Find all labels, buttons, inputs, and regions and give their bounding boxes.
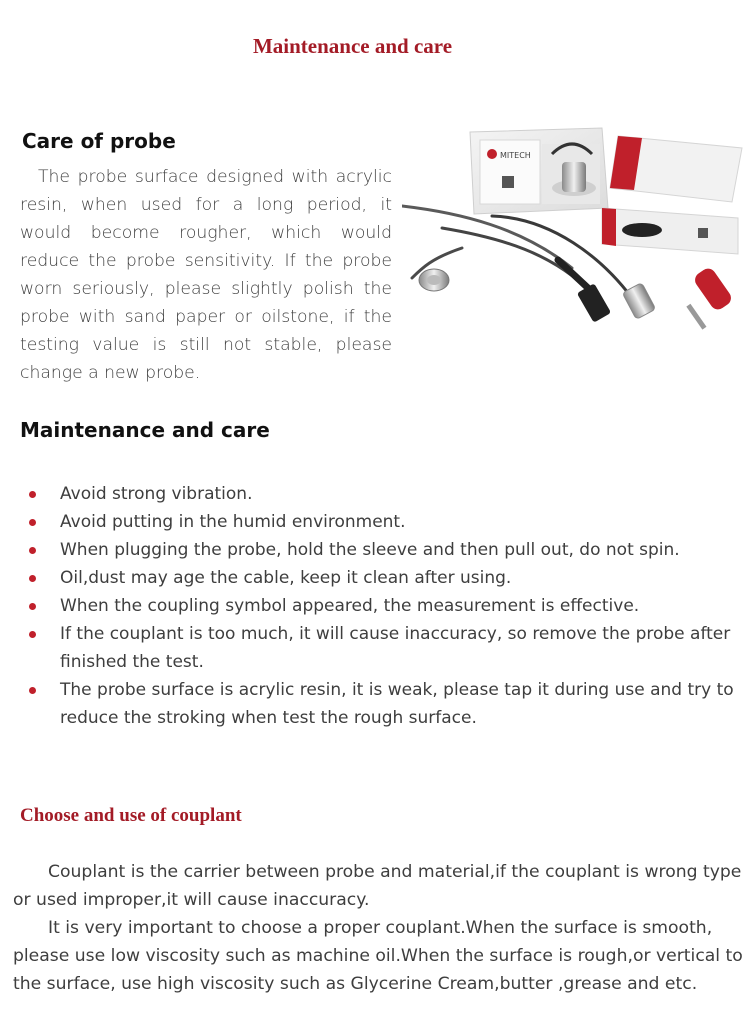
couplant-heading: Choose and use of couplant <box>20 805 242 826</box>
list-item: The probe surface is acrylic resin, it is weak, please tap it during use and try to reduce the stroking when test the rough surface. <box>0 676 750 732</box>
probe-box <box>470 128 608 214</box>
care-of-probe-heading: Care of probe <box>22 129 176 153</box>
bullet-icon <box>29 631 36 638</box>
list-item: Avoid strong vibration. <box>0 480 750 508</box>
bullet-icon <box>29 547 36 554</box>
list-item: When the coupling symbol appeared, the measurement is effective. <box>0 592 750 620</box>
bullet-icon <box>29 575 36 582</box>
maintenance-heading: Maintenance and care <box>20 418 270 442</box>
list-item: Oil,dust may age the cable, keep it clean after using. <box>0 564 750 592</box>
list-item: When plugging the probe, hold the sleeve and then pull out, do not spin. <box>0 536 750 564</box>
couplant-paragraph-1: Couplant is the carrier between probe and material,if the couplant is wrong type or used improper,it will cause inaccuracy. <box>13 862 742 910</box>
care-of-probe-paragraph: The probe surface designed with acrylic resin, when used for a long period, it would become rougher, which would reduce the probe sensitivity. If the probe worn seriously, please slightly polish the probe with sand paper or oilstone, if the testing value is still not stable, please change a new probe. <box>20 167 392 383</box>
bullet-icon <box>29 519 36 526</box>
maintenance-list <box>0 480 750 732</box>
screwdriver-icon <box>686 265 734 329</box>
page-title: Maintenance and care <box>252 34 453 58</box>
screwdriver-box <box>602 136 742 254</box>
brand-logo-icon <box>487 149 497 159</box>
list-item: If the couplant is too much, it will cause inaccuracy, so remove the probe after finished the test. <box>0 620 750 676</box>
probe-product-photo <box>402 118 750 338</box>
bullet-icon <box>29 491 36 498</box>
probe-heads <box>419 269 656 323</box>
couplant-paragraph-2: It is very important to choose a proper couplant.When the surface is smooth, please use low viscosity such as machine oil.When the surface is rough,or vertical to the surface, use high viscosity such as Glycerine Cream,butter ,grease and etc. <box>13 918 743 994</box>
bullet-icon <box>29 687 36 694</box>
list-item: Avoid putting in the humid environment. <box>0 508 750 536</box>
box-brand-text: MITECH <box>500 151 531 160</box>
bullet-icon <box>29 603 36 610</box>
qr-code-icon <box>502 176 514 188</box>
